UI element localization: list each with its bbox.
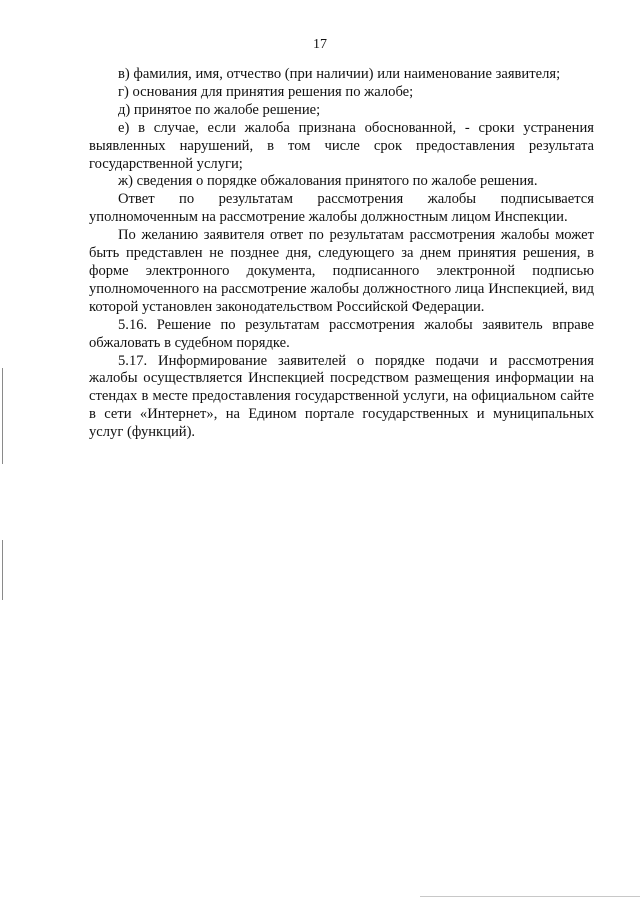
paragraph-item-zh: ж) сведения о порядке обжалования принятого по жалобе решения. — [118, 173, 538, 190]
document-body — [89, 66, 594, 442]
paragraph-response-signing: Ответ по результатам рассмотрения жалобы подписывается уполномоченным на рассмотрение жалобы должностным лицом Инспекции. — [89, 191, 594, 226]
paragraph-item-v: в) фамилия, имя, отчество (при наличии) или наименование заявителя; — [118, 66, 561, 82]
page-number: 17 — [313, 37, 327, 52]
paragraph-section-5-16: 5.16. Решение по результатам рассмотрения жалобы заявитель вправе обжаловать в судебном порядке. — [89, 316, 594, 351]
scan-edge-mark — [2, 368, 3, 464]
paragraph-electronic-response: По желанию заявителя ответ по результатам рассмотрения жалобы может быть представлен не позднее дня, следующего за днем принятия решения, в форме электронного документа, подписанного электронной подписью уполномоченного на рассмотрение жалобы должностного лица Инспекцией, вид которой установлен законодательством Российской Федерации. — [89, 227, 594, 315]
paragraph-item-g: г) основания для принятия решения по жалобе; — [118, 83, 414, 100]
paragraph-section-5-17: 5.17. Информирование заявителей о порядке подачи и рассмотрения жалобы осуществляется Инспекцией посредством размещения информации на стендах в месте предоставления государственной услуги, на официальном сайте в сети «Интернет», на Едином портале государственных и муниципальных услуг (функций). — [89, 352, 594, 441]
scan-edge-mark — [2, 540, 3, 600]
scan-footer-line — [420, 896, 640, 897]
paragraph-item-d: д) принятое по жалобе решение; — [118, 101, 321, 118]
paragraph-item-e: е) в случае, если жалоба признана обоснованной, - сроки устранения выявленных нарушений, в том числе срок предоставления результата государственной услуги; — [89, 119, 594, 172]
